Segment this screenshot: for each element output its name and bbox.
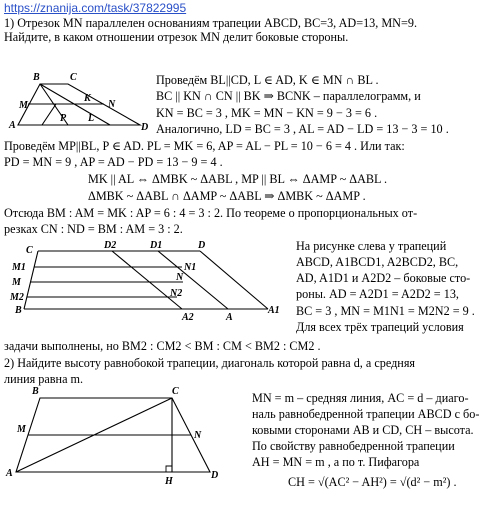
fig2-label-D2: D2 [104,240,117,251]
fig2-label-A2: A2 [182,312,194,323]
p2-solution-6: CH = √(AC² − AH²) = √(d² − m²) . [288,475,457,489]
figure-3-isosceles-trapezoid [5,386,218,487]
fig2-label-C: C [26,245,33,256]
p2-solution-5: AH = MN = m , а по т. Пифагора [252,455,420,469]
solution-line-r4: Аналогично, LD = BC = 3 , AL = AD − LD = 13 − 3 = 10 . [156,122,449,136]
fig1-label-N: N [108,99,116,110]
fig2-label-D1: D1 [150,240,163,251]
figure-2-trapezoids [9,240,280,323]
fig2-label-B: B [15,305,22,316]
p2-solution-3: ковыми сторонами AB и CD, CH – высота. [252,423,474,437]
fig2-label-M1: M1 [12,262,26,273]
solution-line-9: Отсюда BM : AM = MK : AP = 6 : 4 = 3 : 2. По теореме о пропорциональных от- [4,206,418,220]
fig1-label-B: B [33,72,40,83]
side-line-4: роны. AD = A2D1 = A2D2 = 13, [296,287,459,301]
side-line-1: На рисунке слева у трапеций [296,239,447,253]
p2-solution-1: MN = m – средняя линия, AC = d – диаго- [252,391,469,405]
fig2-label-M2: M2 [10,292,24,303]
problem1-line2: Найдите, в каком отношении отрезок MN делит боковые стороны. [4,30,349,44]
fig1-label-D: D [141,122,149,133]
side-line-6: Для всех трёх трапеций условия [296,320,464,334]
side-line-2: ABCD, A1BCD1, A2BCD2, BC, [296,255,459,269]
solution-line-10: резках CN : ND = BM : AM = 3 : 2. [4,222,183,236]
fig2-label-A: A [226,312,233,323]
solution-line-r2: BC || KN ∩ CN || BK ⇒ BCNK – параллелограмм, и [156,89,421,103]
p2-solution-4: По свойству равнобедренной трапеции [252,439,455,453]
p2-solution-2: наль равнобедренной трапеции ABCD с бо- [252,407,480,421]
fig3-label-N: N [194,430,202,441]
solution-line-8: ΔMBK ~ ΔABL ∩ ΔAMP ~ ΔABL ⇒ ΔMBK ~ ΔAMP . [88,189,366,203]
fig2-label-N2: N2 [170,288,183,299]
problem2-line1: 2) Найдите высоту равнобокой трапеции, диагональ которой равна d, а средняя [4,356,416,370]
fig2-label-A1: A1 [268,305,280,316]
fig1-label-C: C [70,72,77,83]
fig3-label-H: H [165,476,173,487]
solution-line-11: задачи выполнены, но BM2 : CM2 < BM : CM < BM2 : CM2 . [4,339,321,353]
fig2-label-N: N [176,272,184,283]
fig3-label-B: B [32,386,39,397]
problem2-line2: линия равна m. [4,372,84,386]
solution-line-6: PD = MN = 9 , AP = AD − PD = 13 − 9 = 4 . [4,155,223,169]
solution-line-7: MK || AL ⇔ ΔMBK ~ ΔABL , MP || BL ⇔ ΔAMP ~ ΔABL . [88,172,388,186]
problem1-line1: 1) Отрезок MN параллелен основаниям трапеции ABCD, BC=3, AD=13, MN=9. [4,16,418,30]
fig1-label-A: A [9,120,16,131]
figure-1-trapezoid [8,72,148,133]
fig2-label-D: D [198,240,206,251]
fig3-label-A: A [6,468,13,479]
fig1-label-K: K [84,93,91,104]
solution-line-r3: KN = BC = 3 , MK = MN − KN = 9 − 3 = 6 . [156,106,378,120]
fig1-label-L: L [88,113,95,124]
fig2-label-N1: N1 [184,262,197,273]
fig3-label-D: D [211,470,219,481]
fig3-label-M: M [17,424,26,435]
solution-line-r1: Проведём BL||CD, L ∈ AD, K ∈ MN ∩ BL . [156,73,379,87]
fig1-label-P: P [60,113,67,124]
fig2-label-M: M [12,277,21,288]
source-url[interactable]: https://znanija.com/task/37822995 [4,1,187,15]
fig1-label-M: M [19,100,28,111]
side-line-3: AD, A1D1 и A2D2 – боковые сто- [296,271,471,285]
side-line-5: BC = 3 , MN = M1N1 = M2N2 = 9 . [296,304,475,318]
solution-line-5: Проведём MP||BL, P ∈ AD. PL = MK = 6, AP = AL − PL = 10 − 6 = 4 . Или так: [4,139,405,153]
fig3-label-C: C [172,386,179,397]
